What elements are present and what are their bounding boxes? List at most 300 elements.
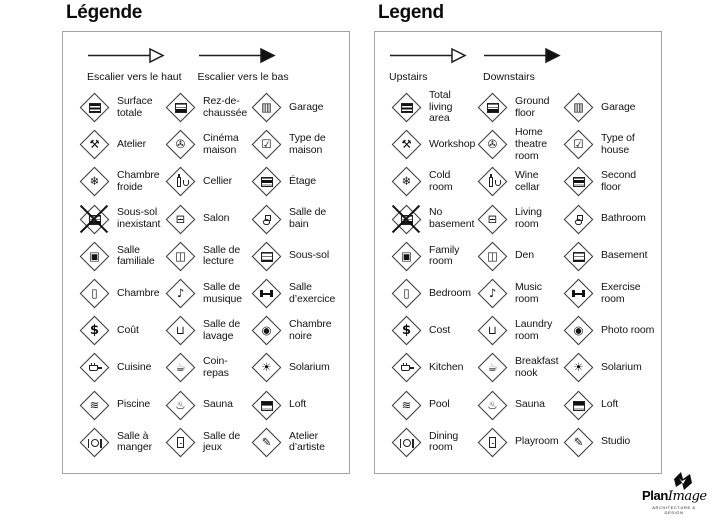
downstairs-arrow	[198, 47, 289, 83]
legend-item	[473, 275, 559, 312]
checklist-icon-glyph: ☑	[572, 137, 584, 152]
legend-item	[473, 387, 559, 424]
toilet-icon	[559, 202, 597, 236]
dumbbell-icon	[247, 277, 285, 311]
upper-floor-stack-icon	[559, 165, 597, 199]
arrow-label: Escalier vers le haut	[87, 71, 182, 83]
planimage-logo	[642, 471, 706, 515]
music-note-icon	[161, 277, 199, 311]
dumbbell-icon	[559, 277, 597, 311]
icon-inner	[171, 283, 190, 304]
diamond-outline	[477, 279, 507, 309]
legend-item	[75, 387, 161, 424]
legend-item-label: Laundry room	[515, 317, 553, 342]
legend-item-label: Family room	[429, 243, 460, 268]
icon-inner	[483, 320, 502, 341]
legend-item-label: Cuisine	[117, 361, 152, 374]
legend-item	[247, 275, 345, 312]
thermometer-icon	[387, 165, 425, 199]
icon-inner	[171, 209, 190, 230]
legend-item-label: Music room	[515, 280, 542, 305]
dining-plate-icon	[387, 425, 425, 459]
legend-item	[559, 89, 657, 126]
legend-panel-french	[62, 2, 354, 474]
checklist-icon-glyph: ☑	[260, 137, 272, 152]
legend-item	[559, 163, 657, 200]
no-basement-crossed-icon	[75, 202, 113, 236]
artist-pencil-icon-glyph: ✎	[573, 434, 583, 449]
diamond-outline	[563, 353, 593, 383]
icon-inner	[257, 134, 276, 155]
panel-box	[62, 31, 350, 474]
legend-item	[473, 349, 559, 386]
legend-grid	[75, 89, 345, 461]
diamond-outline	[165, 130, 195, 160]
legend-item-label: Type de maison	[289, 132, 326, 156]
legend-item-label: Coût	[117, 323, 139, 336]
diamond-outline	[251, 316, 281, 346]
legend-item	[559, 275, 657, 312]
sun-icon-glyph: ☀	[260, 360, 272, 375]
legend-item-label: Dining room	[429, 429, 459, 454]
photo-enlarger-icon-glyph: ◉	[260, 322, 272, 337]
tv-icon	[75, 239, 113, 273]
hammer-icon-glyph: ⚒	[400, 137, 412, 152]
logo-tagline: ARCHITECTURE & DESIGN	[652, 505, 696, 515]
diamond-outline	[563, 390, 593, 420]
legend-item-label: Salle de lecture	[203, 243, 241, 268]
sun-icon	[247, 351, 285, 385]
legend-item-label: Atelier d’artiste	[289, 429, 325, 454]
legend-item	[247, 387, 345, 424]
legend-item-label: Playroom	[515, 435, 559, 448]
ground-floor-stack-icon-shape	[174, 103, 186, 113]
bed-icon-glyph: ▯	[90, 285, 98, 300]
diamond-outline	[391, 130, 421, 160]
diamond-outline	[165, 353, 195, 383]
icon-inner	[569, 283, 588, 304]
diamond-outline	[165, 316, 195, 346]
icon-inner	[483, 357, 502, 378]
legend-item-label: Sous-sol	[289, 249, 330, 262]
open-book-icon-glyph: ◫	[486, 248, 498, 263]
icon-inner	[85, 97, 104, 118]
legend-item	[161, 163, 247, 200]
thermometer-icon-glyph: ❄	[401, 174, 411, 189]
legend-item-label: Salle à manger	[117, 429, 153, 454]
legend-item-label: Studio	[601, 435, 631, 448]
icon-inner	[569, 209, 588, 230]
legend-item-label: Solarium	[289, 361, 330, 374]
legend-item-label: Salle de musique	[203, 280, 242, 305]
icon-inner	[397, 395, 416, 416]
cooking-pot-icon	[387, 351, 425, 385]
toilet-icon	[247, 202, 285, 236]
legend-item	[247, 126, 345, 163]
playroom-door-icon	[161, 425, 199, 459]
icon-inner	[85, 432, 104, 453]
legend-item-label: Solarium	[601, 361, 642, 374]
icon-inner	[171, 134, 190, 155]
icon-inner	[397, 432, 416, 453]
legend-item	[387, 163, 473, 200]
icon-inner	[257, 395, 276, 416]
legend-item-label: Atelier	[117, 137, 147, 150]
artist-pencil-icon	[247, 425, 285, 459]
legend-item	[161, 312, 247, 349]
legend-item	[247, 312, 345, 349]
dining-plate-icon-shape	[90, 438, 98, 446]
icon-inner	[483, 97, 502, 118]
cooking-pot-icon-shape	[400, 365, 409, 371]
legend-item	[387, 126, 476, 163]
diamond-outline	[79, 93, 109, 123]
total-area-stack-icon	[75, 91, 113, 125]
legend-item-label: Cold room	[429, 169, 453, 193]
checklist-icon	[247, 128, 285, 162]
dollar-icon-glyph: $	[89, 323, 99, 339]
legend-item	[247, 349, 345, 386]
garage-door-icon	[247, 91, 285, 125]
tv-icon-glyph: ▣	[88, 248, 100, 263]
legend-item-label: Sauna	[203, 398, 233, 411]
icon-inner	[569, 97, 588, 118]
ground-floor-stack-icon	[473, 91, 511, 125]
legend-item-label: Wine cellar	[515, 169, 540, 193]
legend-item	[75, 275, 161, 312]
thermometer-icon	[75, 165, 113, 199]
icon-inner	[85, 134, 104, 155]
swimmer-icon	[387, 388, 425, 422]
legend-item	[75, 89, 161, 126]
playroom-door-icon-shape	[489, 437, 496, 448]
dollar-icon-glyph: $	[401, 323, 411, 339]
legend-item	[559, 238, 657, 275]
filled-arrow-icon	[198, 47, 289, 69]
icon-inner	[85, 395, 104, 416]
film-projector-icon-glyph: ✇	[175, 137, 185, 152]
icon-inner	[171, 395, 190, 416]
legend-item-label: Cinéma maison	[203, 132, 239, 156]
diamond-outline	[165, 279, 195, 309]
filled-arrow-icon	[483, 47, 561, 69]
legend-item	[387, 424, 473, 461]
legend-item	[161, 126, 247, 163]
stairs-arrows	[387, 47, 657, 83]
checklist-icon	[559, 128, 597, 162]
hammer-icon	[387, 128, 425, 162]
legend-item-label: Chambre noire	[289, 317, 332, 342]
diamond-outline	[477, 167, 507, 197]
icon-inner	[257, 171, 276, 192]
icon-inner	[257, 97, 276, 118]
legend-item	[75, 424, 161, 461]
logo-text-plan: Plan	[642, 488, 668, 503]
icon-inner	[569, 432, 588, 453]
icon-inner	[85, 357, 104, 378]
swimmer-icon	[75, 388, 113, 422]
coffee-cup-icon	[473, 351, 511, 385]
legend-item-label: Salle familiale	[117, 243, 155, 268]
legend-item	[473, 312, 559, 349]
legend-item-label: Den	[515, 249, 534, 262]
sauna-steam-icon	[473, 388, 511, 422]
sauna-steam-icon	[161, 388, 199, 422]
icon-inner	[397, 134, 416, 155]
diamond-outline	[563, 93, 593, 123]
diamond-outline	[165, 93, 195, 123]
film-projector-icon-glyph: ✇	[487, 137, 497, 152]
coffee-cup-icon-glyph: ☕	[174, 360, 186, 375]
icon-inner	[397, 357, 416, 378]
diamond-outline	[251, 279, 281, 309]
toilet-icon-shape	[263, 219, 270, 225]
dining-plate-icon-shape	[402, 438, 410, 446]
icon-inner	[483, 395, 502, 416]
icon-inner	[171, 357, 190, 378]
legend-item	[247, 424, 345, 461]
dining-plate-icon	[75, 425, 113, 459]
diamond-outline	[251, 167, 281, 197]
sauna-steam-icon-glyph: ♨	[486, 397, 498, 412]
diamond-outline	[477, 241, 507, 271]
music-note-icon-glyph: ♪	[488, 285, 496, 300]
basement-stack-icon-shape	[572, 251, 584, 261]
legend-item-label: Living room	[515, 206, 542, 231]
legend-item-label: Étage	[289, 175, 316, 188]
icon-inner	[171, 246, 190, 267]
planimage-logo-text	[642, 488, 706, 504]
arrow-label: Escalier vers le bas	[197, 71, 289, 83]
diamond-outline	[563, 427, 593, 457]
diamond-outline	[477, 427, 507, 457]
laundry-tub-icon-glyph: ⊔	[175, 322, 185, 337]
diamond-outline	[251, 241, 281, 271]
open-book-icon	[473, 239, 511, 273]
dollar-icon	[387, 314, 425, 348]
icon-inner	[85, 171, 104, 192]
legend-item-label: Exercise room	[601, 280, 641, 305]
wine-bottle-icon-shape	[488, 177, 492, 187]
legend-item-label: Home theatre room	[515, 126, 547, 162]
legend-item-label: Loft	[289, 398, 307, 411]
legend-item-label: Garage	[601, 100, 636, 113]
wine-bottle-icon	[161, 165, 199, 199]
wine-bottle-icon-shape	[176, 177, 180, 187]
diamond-outline	[563, 130, 593, 160]
total-area-stack-icon-shape	[88, 103, 100, 113]
legend-item	[473, 201, 559, 238]
diamond-outline	[391, 241, 421, 271]
diamond-outline	[251, 390, 281, 420]
diamond-outline	[563, 167, 593, 197]
legend-panel-english	[374, 2, 666, 474]
dumbbell-icon-shape	[573, 293, 584, 295]
legend-item	[473, 89, 559, 126]
legend-item	[473, 163, 559, 200]
laundry-tub-icon-glyph: ⊔	[487, 322, 497, 337]
downstairs-arrow	[483, 47, 561, 83]
photo-enlarger-icon	[247, 314, 285, 348]
diamond-outline	[391, 353, 421, 383]
legend-item-label: Surface totale	[117, 94, 153, 119]
sauna-steam-icon-glyph: ♨	[174, 397, 186, 412]
icon-inner	[483, 283, 502, 304]
diamond-outline	[477, 390, 507, 420]
legend-item-label: Photo room	[601, 323, 655, 336]
legend-item	[559, 387, 657, 424]
diamond-outline	[391, 93, 421, 123]
icon-inner	[569, 246, 588, 267]
legend-item	[387, 238, 473, 275]
legend-item-label: Total living area	[429, 88, 453, 125]
legend-item-label: Workshop	[429, 137, 476, 150]
diamond-outline	[477, 316, 507, 346]
playroom-door-icon-shape	[177, 437, 184, 448]
legend-item-label: Sauna	[515, 398, 545, 411]
legend-item	[161, 349, 247, 386]
sun-icon-glyph: ☀	[572, 360, 584, 375]
diamond-outline	[391, 427, 421, 457]
legend-item-label: Loft	[601, 398, 619, 411]
ground-floor-stack-icon-shape	[486, 103, 498, 113]
outline-arrow-icon	[87, 47, 182, 69]
legend-item	[247, 201, 345, 238]
icon-inner	[397, 246, 416, 267]
loft-roof-stack-icon	[247, 388, 285, 422]
legend-item	[161, 238, 247, 275]
bed-icon-glyph: ▯	[402, 285, 410, 300]
icon-inner	[257, 432, 276, 453]
dumbbell-icon-shape	[261, 293, 272, 295]
legend-item-label: Salle d’exercice	[289, 280, 336, 305]
loft-roof-stack-icon-shape	[260, 400, 272, 410]
garage-door-icon-glyph: ▥	[260, 99, 272, 114]
legend-item	[473, 238, 559, 275]
legend-item-label: Chambre froide	[117, 169, 160, 193]
legend-item-label: Salle de bain	[289, 206, 327, 231]
diamond-outline	[477, 130, 507, 160]
sofa-icon	[473, 202, 511, 236]
icon-inner	[397, 283, 416, 304]
icon-inner	[257, 283, 276, 304]
hammer-icon-glyph: ⚒	[88, 137, 100, 152]
legend-item-label: Salle de lavage	[203, 317, 241, 342]
photo-enlarger-icon-glyph: ◉	[572, 322, 584, 337]
diamond-outline	[165, 427, 195, 457]
legend-item-label: Cost	[429, 323, 451, 336]
diamond-outline	[79, 130, 109, 160]
legend-item	[559, 312, 657, 349]
tv-icon	[387, 239, 425, 273]
hammer-icon	[75, 128, 113, 162]
diamond-outline	[563, 316, 593, 346]
icon-inner	[483, 432, 502, 453]
legend-item	[387, 349, 473, 386]
panel-title-french: Légende	[66, 2, 143, 23]
icon-inner	[483, 246, 502, 267]
arrow-label: Upstairs	[389, 71, 428, 83]
diamond-outline	[165, 390, 195, 420]
legend-item-label: Bedroom	[429, 286, 471, 299]
icon-inner	[569, 395, 588, 416]
swimmer-icon-glyph: ≋	[89, 397, 99, 412]
diamond-outline	[391, 390, 421, 420]
coffee-cup-icon	[161, 351, 199, 385]
diamond-outline	[477, 353, 507, 383]
laundry-tub-icon	[161, 314, 199, 348]
playroom-door-icon	[473, 425, 511, 459]
legend-item	[75, 238, 161, 275]
diamond-outline	[251, 204, 281, 234]
outline-arrow-icon	[389, 47, 467, 69]
cooking-pot-icon-shape	[88, 365, 97, 371]
legend-item	[161, 387, 247, 424]
icon-inner	[483, 171, 502, 192]
loft-roof-stack-icon	[559, 388, 597, 422]
legend-item	[387, 201, 473, 238]
bed-icon	[387, 277, 425, 311]
legend-item	[161, 89, 247, 126]
diamond-outline	[563, 279, 593, 309]
legend-item	[75, 201, 161, 238]
open-book-icon	[161, 239, 199, 273]
icon-inner	[85, 246, 104, 267]
legend-item	[559, 201, 657, 238]
icon-inner	[397, 320, 416, 341]
legend-item-label: Ground floor	[515, 94, 550, 119]
legend-item	[473, 424, 559, 461]
laundry-tub-icon	[473, 314, 511, 348]
basement-stack-icon-shape	[260, 251, 272, 261]
diamond-outline	[79, 167, 109, 197]
legend-item-label: No basement	[429, 206, 475, 231]
legend-item	[75, 349, 161, 386]
legend-item	[387, 89, 473, 126]
photo-enlarger-icon	[559, 314, 597, 348]
tv-icon-glyph: ▣	[400, 248, 412, 263]
upper-floor-stack-icon-shape	[260, 177, 272, 187]
coffee-cup-icon-glyph: ☕	[486, 360, 498, 375]
icon-inner	[257, 246, 276, 267]
icon-inner	[257, 320, 276, 341]
icon-inner	[569, 357, 588, 378]
sun-icon	[559, 351, 597, 385]
panel-box	[374, 31, 662, 474]
icon-inner	[257, 209, 276, 230]
diamond-outline	[79, 353, 109, 383]
diamond-outline	[79, 427, 109, 457]
legend-item-label: Cellier	[203, 175, 233, 188]
icon-inner	[569, 171, 588, 192]
total-area-stack-icon	[387, 91, 425, 125]
legend-item-label: Bathroom	[601, 212, 646, 225]
loft-roof-stack-icon-shape	[572, 400, 584, 410]
dollar-icon	[75, 314, 113, 348]
cooking-pot-icon	[75, 351, 113, 385]
sofa-icon-glyph: ⊟	[175, 211, 185, 226]
legend-item	[473, 126, 559, 163]
icon-inner	[171, 171, 190, 192]
music-note-icon	[473, 277, 511, 311]
legend-item-label: Coin-repas	[203, 355, 229, 379]
swimmer-icon-glyph: ≋	[401, 397, 411, 412]
icon-inner	[397, 171, 416, 192]
legend-item	[387, 312, 473, 349]
wine-bottle-icon	[473, 165, 511, 199]
basement-stack-icon	[559, 239, 597, 273]
panel-title-english: Legend	[378, 2, 444, 23]
